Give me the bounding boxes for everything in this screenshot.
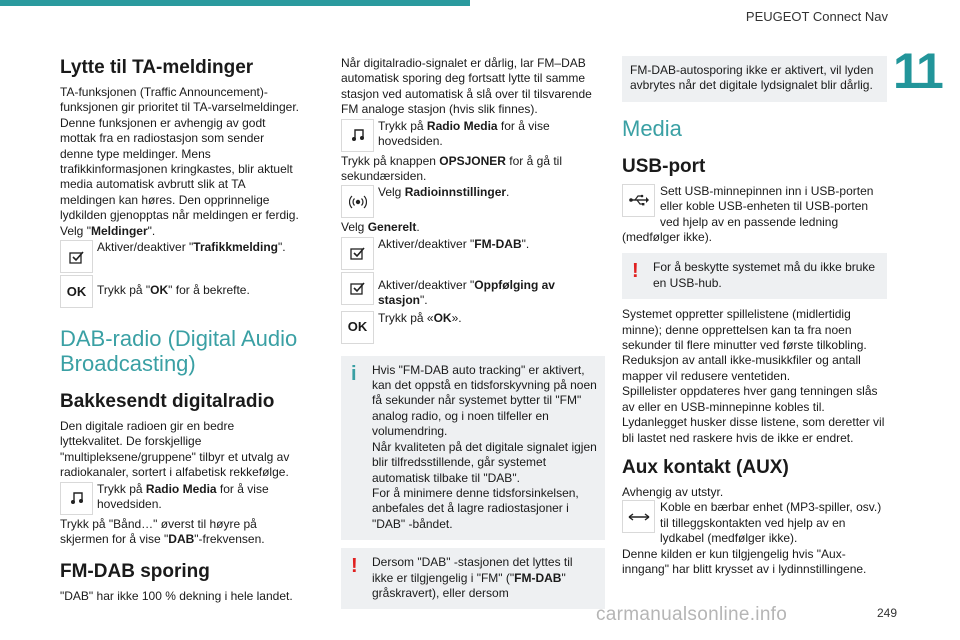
chapter-number: 11	[893, 43, 942, 99]
info-box-text: Hvis "FM-DAB auto tracking" er aktivert, kan det oppstå en tidsforskyvning på noen få sekunder når systemet bytter til "FM" analog radio, og i noen tilfeller en volumendring. Når kvaliteten på det digitale signalet igjen blir tilfredsstillende, går systemet automatisk tilbake til "DAB". For å minimere denne tidsforsinkelsen, anbefales det å lagre radiostasjoner i "DAB" -båndet.	[372, 362, 597, 531]
fm-dab-intro: Når digitalradio-signalet er dårlig, lar FM–DAB automatisk sporing deg fortsatt lytte til samme stasjon ved automatisk å slå over til tilsvarende FM analoge stasjon (hvis slik finnes).	[341, 56, 592, 117]
ta-ok-text: Trykk på "OK" for å bekrefte.	[97, 283, 250, 298]
checkbox-icon	[341, 272, 374, 305]
aux-after: Denne kilden er kun tilgjengelig hvis "Aux-inngang" har blitt krysset av i lydinnstillingene.	[622, 546, 867, 576]
page-number: 249	[876, 606, 897, 620]
checkbox-icon	[60, 240, 93, 273]
fm-dab-heading: FM-DAB sporing	[60, 560, 210, 582]
info-icon: i	[351, 362, 357, 385]
fm-dab-body: "DAB" har ikke 100 % dekning i hele landet.	[60, 588, 293, 603]
checkbox-icon	[341, 237, 374, 270]
warning-box-text: Dersom "DAB" -stasjonen det lyttes til ikke er tilgjengelig i "FM" ("FM-DAB" gråskravert), eller dersom	[372, 555, 573, 600]
warning-icon: !	[351, 555, 358, 578]
usb-icon	[622, 184, 655, 217]
terrestrial-heading: Bakkesendt digitalradio	[60, 391, 275, 413]
ta-step-toggle	[60, 240, 300, 273]
step-fm-dab	[341, 237, 605, 270]
step-station-follow	[341, 272, 605, 309]
step-radio-settings	[341, 185, 605, 218]
media-title: Media	[622, 115, 682, 141]
ok-icon: OK	[60, 275, 93, 308]
terrestrial-step-text: Trykk på Radio Media for å vise hovedsiden.	[97, 481, 269, 512]
ta-step-text: Aktiver/deaktiver "Trafikkmelding".	[97, 240, 286, 255]
column-2	[341, 56, 605, 617]
terrestrial-after: Trykk på "Bånd…" øverst til høyre på skjermen for å vise "DAB"-frekvensen.	[60, 516, 265, 547]
music-note-icon	[60, 482, 93, 515]
column-1	[60, 56, 300, 604]
step-general: Velg Generelt.	[341, 220, 420, 235]
step-fm-dab-text: Aktiver/deaktiver "FM-DAB".	[378, 236, 530, 251]
info-box	[341, 356, 605, 540]
step-radio-media	[341, 119, 605, 152]
header-accent-bar	[0, 0, 470, 6]
ta-step-ok	[60, 275, 300, 308]
watermark: carmanualsonline.info	[596, 604, 788, 625]
ta-heading: Lytte til TA-meldinger	[60, 57, 254, 78]
column-3	[622, 56, 887, 577]
header-title: PEUGEOT Connect Nav	[745, 9, 888, 24]
warning-icon: !	[632, 260, 639, 283]
aux-heading: Aux kontakt (AUX)	[622, 456, 789, 478]
step-radio-media-text: Trykk på Radio Media for å vise hovedsiden.	[378, 118, 550, 149]
music-note-icon	[341, 119, 374, 152]
step-station-follow-text: Aktiver/deaktiver "Oppfølging av stasjon".	[378, 277, 555, 308]
dab-section-title: DAB-radio (Digital Audio Broadcasting)	[60, 326, 298, 377]
usb-step	[622, 184, 887, 246]
aux-plug-icon	[622, 500, 655, 533]
radio-settings-icon	[341, 185, 374, 218]
usb-step-text: Sett USB-minnepinnen inn i USB-porten eller koble USB-enheten til USB-porten ved hjelp av en passende ledning (medfølger ikke).	[622, 183, 874, 245]
step-ok	[341, 311, 605, 344]
ok-icon: OK	[341, 311, 374, 344]
continued-box: FM-DAB-autosporing ikke er aktivert, vil lyden avbrytes når det digitale lydsignalet blir dårlig.	[622, 56, 887, 102]
usb-heading: USB-port	[622, 155, 706, 177]
usb-body: Systemet oppretter spillelistene (midlertidig minne); denne opprettelsen kan ta fra noen sekunder til flere minutter ved første tilkobling. Reduksjon av antall ikke-musikkfiler og antall mapper vil redusere ventetiden. Spillelister oppdateres hver gang tenningen slås av eller en USB-minnepinne kobles til. Lydanlegget husker disse listene, som deretter vil bli lastet ned raskere hvis de ikke er endret.	[622, 307, 885, 445]
usb-warning-box	[622, 253, 887, 299]
terrestrial-step	[60, 482, 300, 515]
ta-select: Velg "Meldinger".	[60, 223, 156, 238]
step-radio-settings-text: Velg Radioinnstillinger.	[378, 185, 510, 200]
terrestrial-body: Den digitale radioen gir en bedre lyttekvalitet. De forskjellige "multipleksene/gruppene" tilbyr et utvalg av radiokanaler, sortert i alfabetisk rekkefølge.	[60, 419, 290, 480]
warning-box	[341, 548, 605, 609]
aux-pre: Avhengig av utstyr.	[622, 484, 724, 499]
ta-body: TA-funksjonen (Traffic Announcement)-funksjonen gir prioritet til TA-varselmeldinger. Denne funksjonen er avhengig av godt mottak fra en radiostasjon som sender denne type meldinger. Mens trafikkinformasjonen kringkastes, blir aktuelt media automatisk avbrutt slik at TA meldingen kan høres. Den opprinnelige lydkilden gjenopptas når meldingen er ferdig.	[60, 85, 299, 223]
step-options: Trykk på knappen OPSJONER for å gå til sekundærsiden.	[341, 153, 562, 184]
step-ok-text: Trykk på «OK».	[378, 310, 462, 325]
aux-step-text: Koble en bærbar enhet (MP3-spiller, osv.) til tilleggskontakten ved hjelp av en lydkabel (medfølger ikke).	[660, 500, 882, 546]
aux-step	[622, 500, 887, 546]
usb-warning-text: For å beskytte systemet må du ikke bruke en USB-hub.	[653, 260, 876, 290]
